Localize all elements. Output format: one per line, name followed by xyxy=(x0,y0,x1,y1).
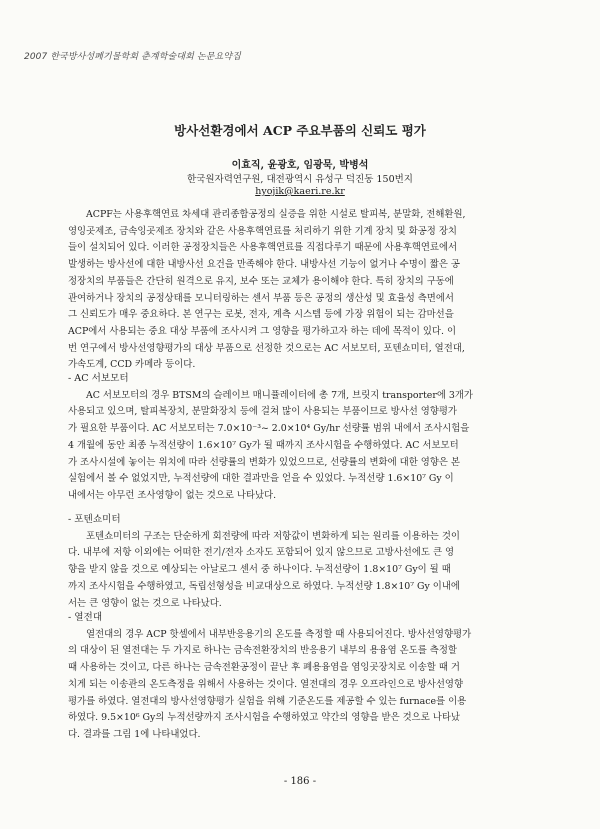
section-line: 4 개월에 동안 최종 누적선량이 1.6×10⁷ Gy가 될 때까지 조사시험을 수행하였다. AC 서보모터 xyxy=(68,439,459,451)
abstract-line: 번 연구에서 방사선영향평가의 대상 부품으로 선정한 것으로는 AC 서보모터, 포텐쇼미터, 열전대, xyxy=(68,342,465,354)
abstract-line: 영잉곳제조, 금속잉곳제조 장치와 같은 사용후핵연료를 처리하기 위한 기계 장치 및 화공정 장치 xyxy=(68,225,457,237)
section-line: 포텐쇼미터의 구조는 단순하게 회전량에 따라 저항값이 변화하게 되는 원리를 이용하는 것이 xyxy=(86,530,460,542)
section-line: 다. 내부에 저항 이외에는 어떠한 전기/전자 소자도 포함되어 있지 않으므로 고방사선에도 큰 영 xyxy=(68,547,455,559)
abstract-line: ACPF는 사용후핵연료 차세대 관리종합공정의 실증을 위한 시설로 탈피복, 분말화, 전해환원, xyxy=(86,209,466,220)
section-line: 가 조사시설에 놓이는 위치에 따라 선량률의 변화가 있었으므로, 선량률의 변화에 대한 영향은 본 xyxy=(68,456,460,468)
section-line: 평가를 하였다. 열전대의 방사선영향평가 실험을 위해 기준온도를 제공할 수 있는 furnace를 이용 xyxy=(68,695,467,707)
paper-affiliation: 한국원자력연구원, 대전광역시 유성구 덕진동 150번지 xyxy=(187,174,413,185)
section-line: 열전대의 경우 ACP 핫셀에서 내부반응용기의 온도를 측정할 때 사용되어진다. 방사선영향평가 xyxy=(86,628,472,640)
section-line: 때 사용하는 것이고, 다른 하나는 금속전환공정이 끝난 후 폐용융염을 염잉곳장치로 이송할 때 거 xyxy=(68,662,460,674)
section-line: 의 대상이 된 열전대는 두 가지로 하나는 금속전환장치의 반응용기 내부의 용융염 온도를 측정할 xyxy=(68,645,457,657)
section-line: 하였다. 9.5×10⁶ Gy의 누적선량까지 조사시험을 수행하였고 약간의 영향을 받은 것으로 나타났 xyxy=(68,712,460,724)
abstract-line: 들이 설치되어 있다. 이러한 공정장치들은 사용후핵연료를 직접다루기 때문에 사용후핵연료에서 xyxy=(68,242,458,254)
abstract xyxy=(68,207,530,374)
abstract-line: 정장치의 부품들은 간단히 원격으로 유지, 보수 또는 교체가 용이해야 한다. 특히 장치의 구동에 xyxy=(68,275,454,287)
section-line: 서는 큰 영향이 없는 것으로 나타났다. xyxy=(68,597,222,609)
paper-authors: 이효직, 윤광호, 임광묵, 박병석 xyxy=(231,160,369,171)
section-line: 가 필요한 부품이다. AC 서보모터는 7.0×10⁻³~ 2.0×10⁴ Gy/hr 선량률 범위 내에서 조사시험을 xyxy=(68,423,470,435)
paper-email-line xyxy=(0,186,600,197)
page-number: - 186 - xyxy=(283,776,317,787)
section-line: 치게 되는 이송관의 온도측정을 위해서 사용하는 것이다. 열전대의 경우 오프라인으로 방사선영향 xyxy=(68,678,464,690)
abstract-line: 발생하는 방사선에 대한 내방사선 요건을 만족해야 한다. 내방사선 기능이 없거나 수명이 짧은 공 xyxy=(68,259,460,271)
section-line: AC 서보모터의 경우 BTSM의 슬레이브 매니퓰레이터에 총 7개, 브릿지 transporter에 3개가 xyxy=(86,389,473,401)
section-line: 향을 받지 않을 것으로 예상되는 아날로그 센서 중 하나이다. 누적선량이 1.8×10⁷ Gy이 될 때 xyxy=(68,564,451,576)
abstract-line: ACP에서 사용되는 중요 대상 부품에 조사시켜 그 영향을 평가하고자 하는 데에 목적이 있다. 이 xyxy=(68,325,457,337)
conference-header: 2007 한국방사성폐기물학회 춘계학술대회 논문요약집 xyxy=(24,52,241,62)
section-title: - AC 서보모터 xyxy=(68,373,129,384)
section-potentiometer xyxy=(68,512,530,612)
section-line: 다. 결과를 그림 1에 나타내었다. xyxy=(68,728,201,740)
section-thermocouple xyxy=(68,610,530,744)
section-title: - 열전대 xyxy=(68,612,103,623)
section-line: 사용되고 있으며, 탈피복장치, 분말화장치 등에 걸쳐 많이 사용되는 부품이므로 방사선 영향평가 xyxy=(68,406,457,418)
section-line: 까지 조사시험을 수행하였고, 독립선형성을 비교대상으로 하였다. 누적선량 1.8×10⁷ Gy 이내에 xyxy=(68,580,460,592)
section-title: - 포텐쇼미터 xyxy=(68,514,121,525)
abstract-line: 관여하거나 장치의 공정상태를 모니터링하는 센서 부품 등은 공정의 생산성 및 효율성 측면에서 xyxy=(68,292,454,304)
paper-title: 방사선환경에서 ACP 주요부품의 신뢰도 평가 xyxy=(174,123,426,138)
section-line: 실험에서 볼 수 없었지만, 누적선량에 대한 결과만을 얻을 수 있었다. 누적선량 1.6×10⁷ Gy 이 xyxy=(68,473,454,485)
section-line: 내에서는 아무런 조사영향이 없는 것으로 나타났다. xyxy=(68,489,277,501)
paper-email[interactable]: hyojik@kaeri.re.kr xyxy=(255,186,345,197)
abstract-line: 가속도계, CCD 카메라 등이다. xyxy=(68,359,196,371)
section-ac-servomotor xyxy=(68,371,530,505)
abstract-line: 그 신뢰도가 매우 중요하다. 본 연구는 로봇, 전자, 계측 시스템 등에 가장 위험이 되는 감마선을 xyxy=(68,309,454,321)
